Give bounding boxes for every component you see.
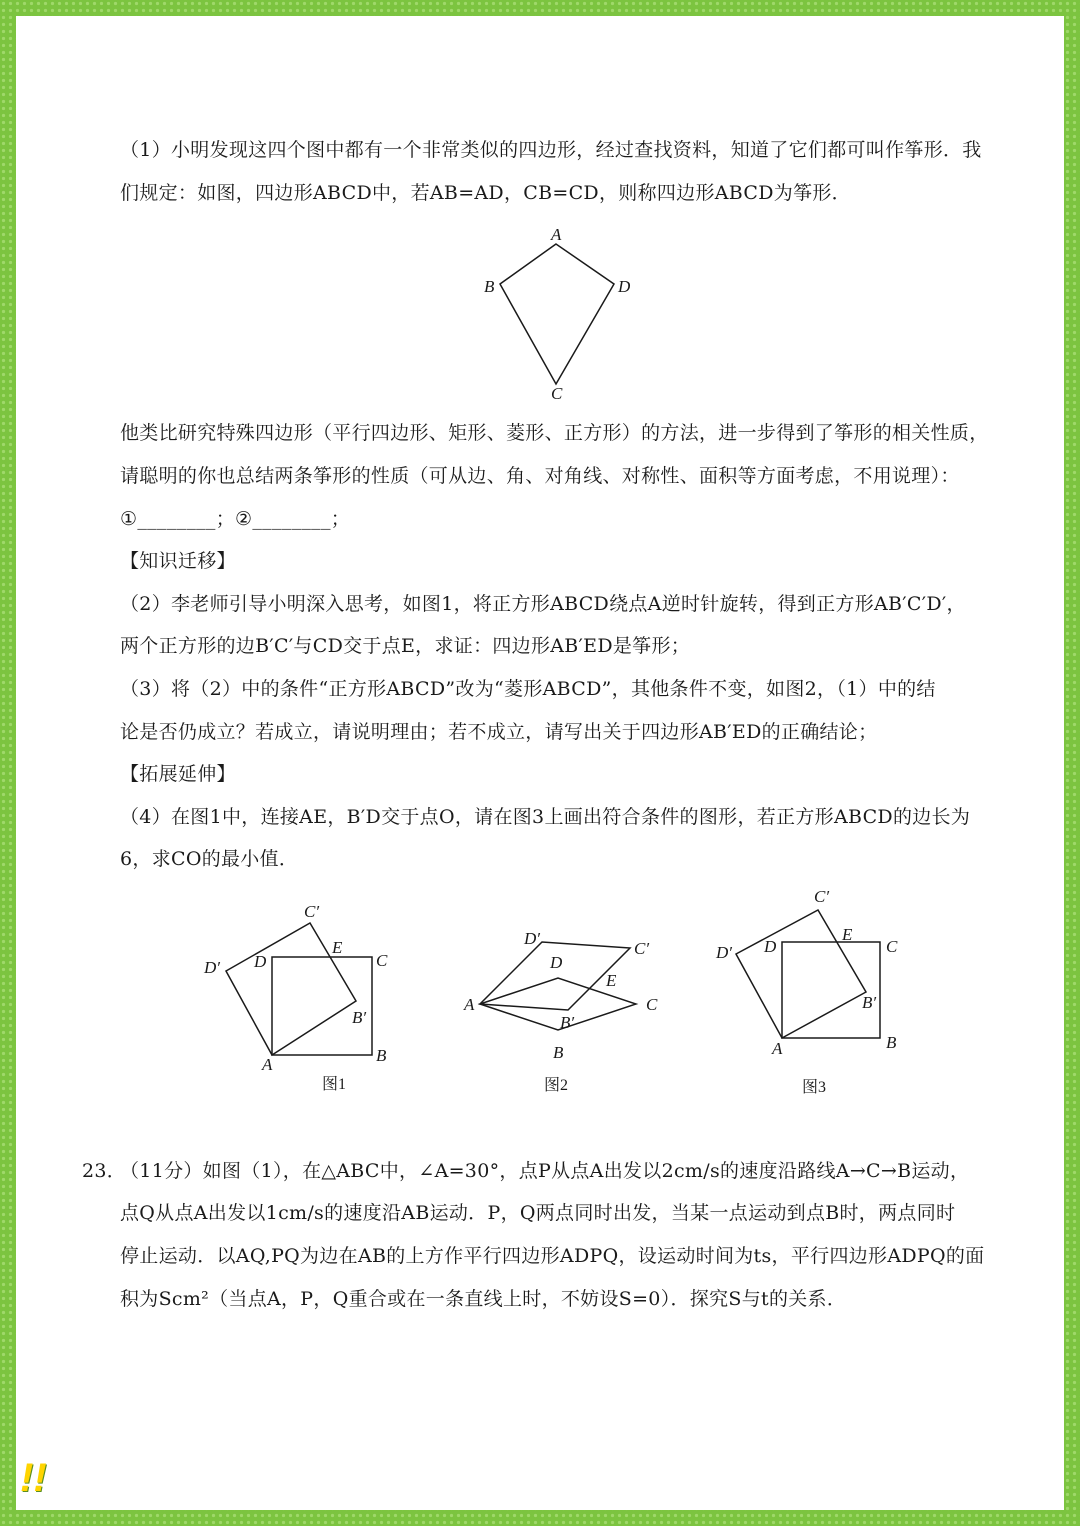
fig3-label-a: A <box>772 1039 783 1058</box>
text-line-14: （11分）如图（1），在△ABC中，∠A=30°，点P从点A出发以2cm/s的速度沿路线A→C→B运动， <box>120 1160 970 1182</box>
corner-mark: !! <box>20 1456 47 1500</box>
fig2-caption: 图2 <box>544 1077 569 1094</box>
section-extension: 【拓展延伸】 <box>120 763 236 785</box>
fig3-label-c: C <box>886 937 898 956</box>
section-knowledge-transfer: 【知识迁移】 <box>120 550 236 572</box>
fig3-caption: 图3 <box>802 1079 827 1096</box>
fig2-label-b1: B′ <box>560 1013 575 1032</box>
fig1-label-a: A <box>262 1055 273 1074</box>
text-line-12: （4）在图1中，连接AE，B′D交于点O，请在图3上画出符合条件的图形，若正方形ABCD的边长为 <box>120 806 971 828</box>
fig2-label-a: A <box>464 995 475 1014</box>
text-line-2: 们规定：如图，四边形ABCD中，若AB=AD，CB=CD，则称四边形ABCD为筝形． <box>120 182 851 204</box>
question-23-number: 23． <box>82 1160 127 1182</box>
text-line-16: 停止运动．以AQ,PQ为边在AB的上方作平行四边形ADPQ，设运动时间为ts，平行四边形ADPQ的面 <box>120 1245 985 1267</box>
fig1-square-abcd <box>272 957 372 1055</box>
kite-label-a: A <box>551 225 562 244</box>
fig2-label-d1: D′ <box>524 929 540 948</box>
fig1-label-b: B <box>376 1046 387 1065</box>
fig1-label-e: E <box>332 938 343 957</box>
text-line-17: 积为Scm²（当点A，P，Q重合或在一条直线上时，不妨设S=0）．探究S与t的关系． <box>120 1288 847 1310</box>
fig2-label-c1: C′ <box>634 939 650 958</box>
text-line-7: （2）李老师引导小明深入思考，如图1，将正方形ABCD绕点A逆时针旋转，得到正方形AB′C′D′， <box>120 593 966 615</box>
kite-label-b: B <box>484 277 495 296</box>
fig3-label-c1: C′ <box>814 887 830 906</box>
fig2-label-b: B <box>553 1043 564 1062</box>
kite-figure <box>470 222 640 402</box>
text-line-10: 论是否仍成立？若成立，请说明理由；若不成立，请写出关于四边形AB′ED的正确结论； <box>120 721 878 743</box>
fig3-label-d1: D′ <box>716 943 732 962</box>
fig1-label-c: C <box>376 951 388 970</box>
text-line-15: 点Q从点A出发以1cm/s的速度沿AB运动．P，Q两点同时出发，当某一点运动到点B时，两点同时 <box>120 1202 956 1224</box>
text-line-3: 他类比研究特殊四边形（平行四边形、矩形、菱形、正方形）的方法，进一步得到了筝形的相关性质， <box>120 422 989 444</box>
text-line-4: 请聪明的你也总结两条筝形的性质（可从边、角、对角线、对称性、面积等方面考虑，不用说理）： <box>120 465 960 487</box>
figure-3 <box>700 880 930 1105</box>
fig2-label-d: D <box>550 953 563 972</box>
fig3-label-b: B <box>886 1033 897 1052</box>
answer-blanks: ①________；②________； <box>120 508 351 530</box>
text-line-9: （3）将（2）中的条件“正方形ABCD”改为“菱形ABCD”，其他条件不变，如图2，（1）中的结 <box>120 678 936 700</box>
fig2-label-e: E <box>606 971 617 990</box>
fig1-label-c1: C′ <box>304 902 320 921</box>
kite-shape <box>500 244 614 384</box>
figure-1 <box>190 895 420 1105</box>
fig3-label-b1: B′ <box>862 993 877 1012</box>
kite-label-c: C <box>551 384 563 402</box>
fig1-label-b1: B′ <box>352 1008 367 1027</box>
fig2-label-c: C <box>646 995 658 1014</box>
fig1-caption: 图1 <box>322 1076 347 1093</box>
kite-label-d: D <box>618 277 631 296</box>
text-line-13: 6，求CO的最小值． <box>120 848 299 870</box>
text-line-1: （1）小明发现这四个图中都有一个非常类似的四边形，经过查找资料，知道了它们都可叫作筝形．我 <box>120 139 982 161</box>
fig1-label-d1: D′ <box>204 958 220 977</box>
fig1-label-d: D <box>254 952 267 971</box>
fig3-label-d: D <box>764 937 777 956</box>
text-line-8: 两个正方形的边B′C′与CD交于点E，求证：四边形AB′ED是筝形； <box>120 635 691 657</box>
fig3-label-e: E <box>842 925 853 944</box>
figure-2 <box>450 920 680 1110</box>
